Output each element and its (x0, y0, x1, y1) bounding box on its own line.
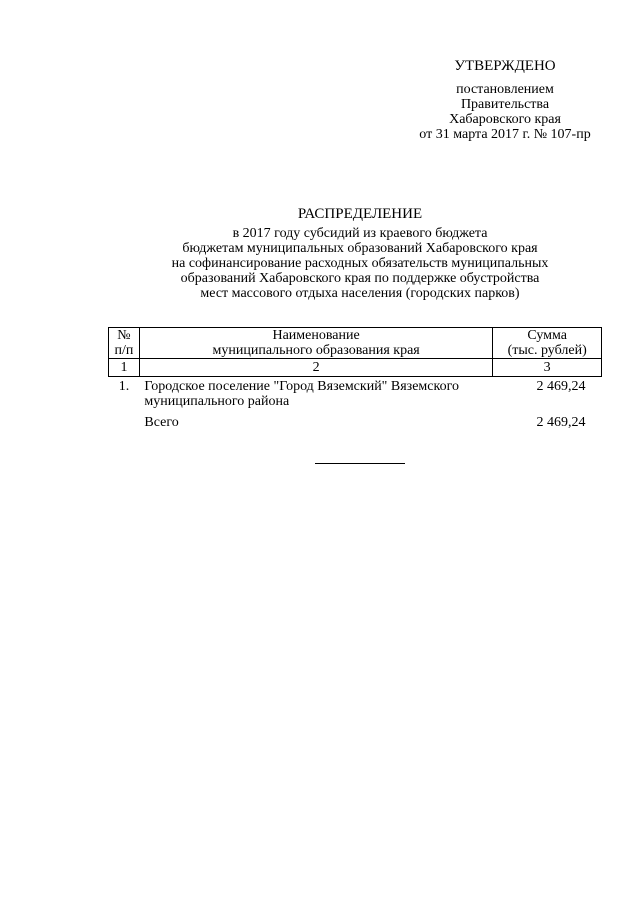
title-heading: РАСПРЕДЕЛЕНИЕ (297, 206, 423, 222)
approval-line-4: от 31 марта 2017 г. № 107-пр (419, 127, 591, 142)
total-label-cell: Всего (144, 415, 179, 430)
column-number-row (109, 359, 602, 377)
table-row (109, 377, 602, 414)
header-num-line-2: п/п (114, 343, 134, 358)
header-num-line-1: № (117, 328, 131, 343)
approval-stamp (400, 58, 610, 142)
title-line: мест массового отдыха населения (городских парков) (200, 286, 520, 301)
column-number-cell: 1 (109, 359, 140, 377)
header-sum-line-2: (тыс. рублей) (507, 343, 587, 358)
row-name-cell (139, 377, 492, 414)
total-num-cell (109, 413, 140, 430)
header-name-line-1: Наименование (272, 328, 360, 343)
header-name-line-2: муниципального образования края (212, 343, 420, 358)
approval-line-2: Правительства (460, 97, 550, 112)
title-line: образований Хабаровского края по поддержке обустройства (180, 271, 540, 286)
approval-line-3: Хабаровского края (449, 112, 561, 127)
header-sum-line-1: Сумма (527, 328, 567, 343)
title-line: на софинансирование расходных обязательств муниципальных (171, 256, 549, 271)
row-num-cell: 1. (118, 379, 130, 394)
title-line: в 2017 году субсидий из краевого бюджета (232, 226, 488, 241)
row-sum-cell: 2 469,24 (536, 379, 586, 394)
header-num-cell (109, 328, 140, 359)
row-name-line-1: Городское поселение "Город Вяземский" Вяземского (144, 379, 459, 394)
total-sum-cell: 2 469,24 (536, 415, 586, 430)
header-sum-cell (493, 328, 602, 359)
table-header (109, 328, 602, 377)
header-row (109, 328, 602, 359)
distribution-table (108, 327, 602, 430)
table-body (109, 377, 602, 431)
row-name-line-2: муниципального района (144, 394, 290, 409)
document-title (90, 205, 630, 301)
title-line: бюджетам муниципальных образований Хабаровского края (182, 241, 538, 256)
column-number-cell: 3 (493, 359, 602, 377)
total-row (109, 413, 602, 430)
approval-heading: УТВЕРЖДЕНО (454, 58, 556, 74)
end-divider (315, 463, 405, 464)
column-number-cell: 2 (139, 359, 492, 377)
approval-line-1: постановлением (456, 82, 554, 97)
header-name-cell (139, 328, 492, 359)
